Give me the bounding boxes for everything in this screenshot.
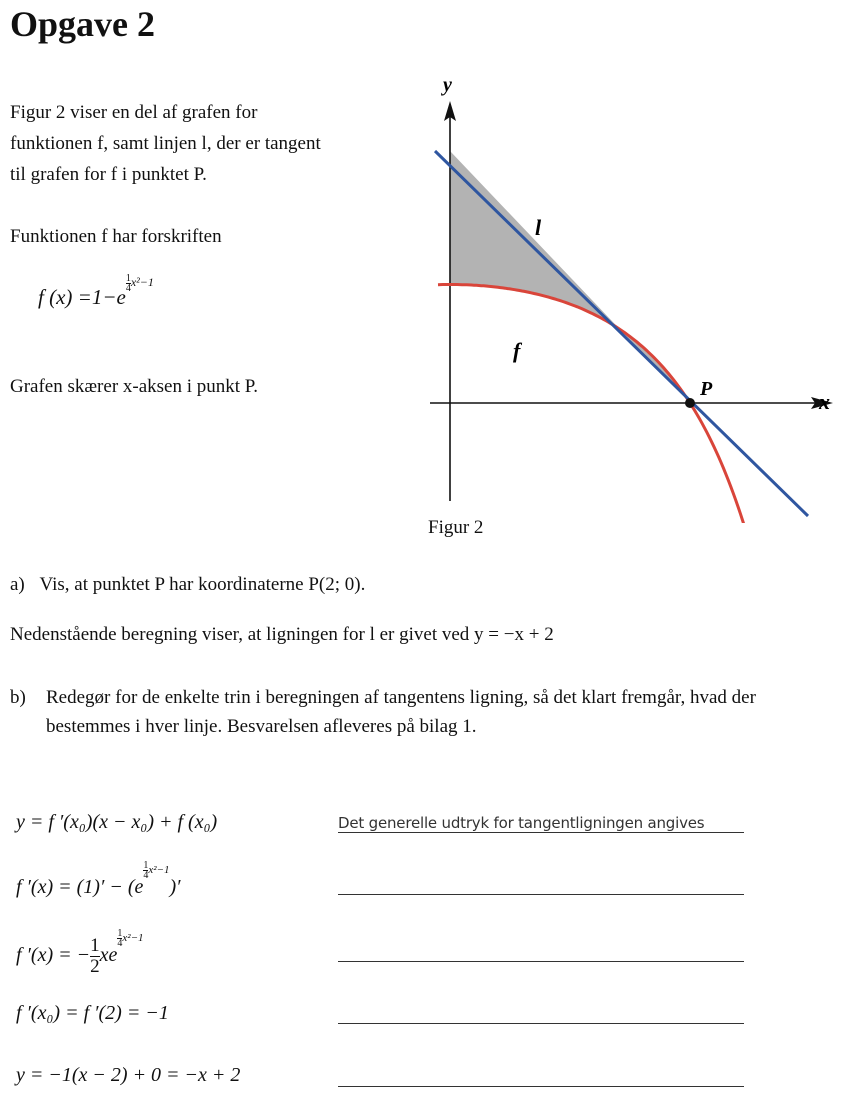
step-3-exponent — [117, 928, 144, 950]
step-1-answer-text: Det generelle udtryk for tangentligningen angives — [338, 814, 705, 832]
step-3-part-b: xe — [99, 944, 118, 967]
point-label: P — [700, 378, 713, 400]
step-5-answer-line[interactable] — [338, 1060, 744, 1087]
step-2-formula — [16, 859, 181, 900]
step-2-answer-line[interactable] — [338, 868, 744, 895]
exp-denominator: 4 — [125, 282, 131, 294]
y-axis-label: y — [443, 74, 452, 96]
intro-line: til grafen for f i punktet P. — [10, 164, 207, 185]
figure-2 — [425, 73, 845, 523]
step-2-exponent — [143, 859, 170, 881]
exp-rest: x²−1 — [148, 864, 170, 876]
step-5-formula: y = −1(x − 2) + 0 = −x + 2 — [16, 1064, 241, 1086]
intro-line: funktionen f, samt linjen l, der er tangent — [10, 133, 321, 154]
step-3-fraction — [90, 936, 100, 977]
question-a-label: a) — [10, 574, 25, 595]
question-a — [10, 570, 365, 600]
exp-denominator: 4 — [117, 938, 123, 950]
exp-rest: x²−1 — [122, 932, 144, 945]
exp-numerator: 1 — [125, 272, 131, 284]
step-1-formula: y = f ′(x₀)(x − x₀) + f (x₀) — [16, 811, 218, 833]
question-b-text: Redegør for de enkelte trin i beregningen af tangentens ligning, så det klart fremgår, hvad der bestemmes i hver linje. Besvarelsen afleveres på bilag 1. — [46, 687, 756, 737]
intro-line: Funktionen f har forskriften — [10, 226, 222, 247]
figure-caption: Figur 2 — [428, 517, 484, 538]
frac-numerator: 1 — [90, 935, 100, 956]
function-formula — [38, 272, 154, 311]
tangent-line-l — [435, 151, 808, 516]
intercept-text: Grafen skærer x-aksen i punkt P. — [10, 376, 259, 397]
question-a-text: Vis, at punktet P har koordinaterne P(2; 0). — [39, 574, 366, 595]
frac-denominator: 2 — [90, 956, 100, 977]
tangent-label: l — [535, 215, 542, 240]
intro-text — [10, 97, 400, 252]
formula-exponent — [125, 272, 154, 294]
exp-denominator: 4 — [143, 869, 149, 881]
step-1-answer-line[interactable] — [338, 806, 744, 833]
task-heading: Opgave 2 — [10, 4, 156, 44]
exp-rest: x²−1 — [130, 275, 154, 289]
question-b — [10, 683, 840, 741]
step-3-formula — [16, 928, 144, 977]
point-p — [685, 398, 695, 408]
intro-line: Figur 2 viser en del af grafen for — [10, 102, 258, 123]
step-4-formula: f ′(x₀) = f ′(2) = −1 — [16, 1002, 169, 1024]
x-axis-label: x — [819, 389, 830, 414]
curve-label: f — [513, 338, 521, 363]
step-4-answer-line[interactable] — [338, 997, 744, 1024]
exp-numerator: 1 — [143, 859, 149, 871]
step-3-answer-line[interactable] — [338, 935, 744, 962]
step-2-part-b: )′ — [169, 876, 181, 898]
step-2-part-a: f ′(x) = (1)′ − (e — [16, 876, 144, 898]
formula-base: f (x) =1−e — [38, 285, 126, 309]
tangent-statement: Nedenstående beregning viser, at ligningen for l er givet ved y = −x + 2 — [10, 624, 554, 645]
step-3-part-a: f ′(x) = − — [16, 944, 91, 967]
question-b-label: b) — [10, 687, 26, 708]
exp-numerator: 1 — [117, 928, 123, 940]
